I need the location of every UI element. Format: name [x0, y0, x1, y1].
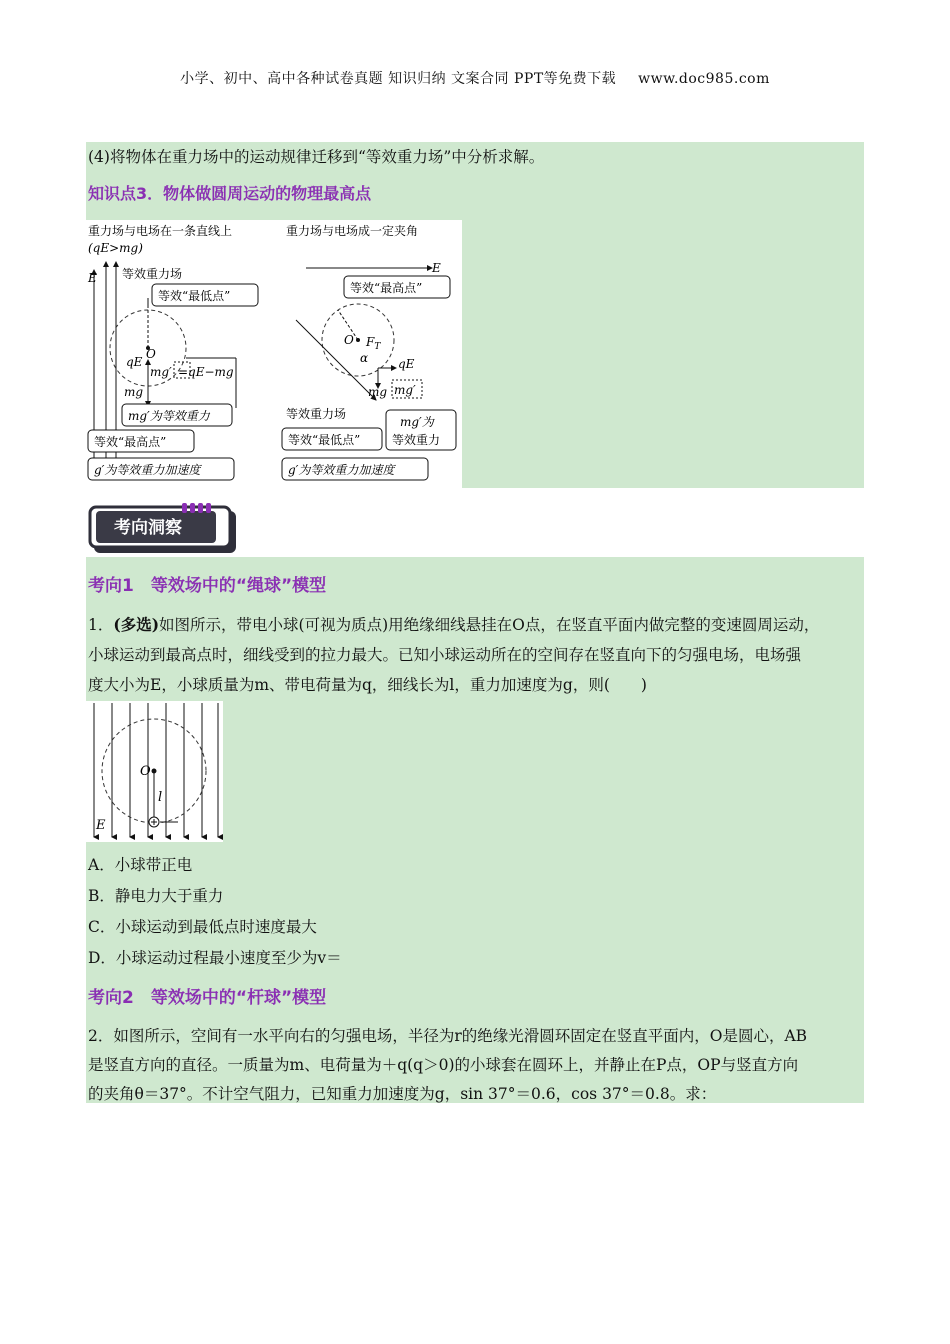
left-eq-label: =qE−mg [178, 365, 234, 379]
right-field-label: 等效重力场 [286, 407, 347, 421]
right-O-label: O [344, 333, 354, 347]
q1-number: 1． [88, 616, 114, 634]
q2-line-1: 2．如图所示，空间有一水平向右的匀强电场，半径为r的绝缘光滑圆环固定在竖直平面内，O是圆心，AB [88, 1027, 808, 1045]
right-mg-prime-text-2: 等效重力 [392, 433, 441, 447]
q1-line-1 [88, 613, 819, 635]
left-highest-text: 等效“最高点” [94, 435, 167, 449]
right-alpha-label: α [360, 351, 369, 365]
q1-option-a: A．小球带正电 [88, 856, 193, 874]
intro-line: (4)将物体在重力场中的运动规律迁移到“等效重力场”中分析求解。 [88, 148, 545, 166]
left-g-prime-text: g′为等效重力加速度 [94, 463, 201, 477]
q1-option-b: B．静电力大于重力 [88, 887, 224, 905]
q2-line-2: 是竖直方向的直径。一质量为m、电荷量为＋q(q＞0)的小球套在圆环上，并静止在P点，OP与竖直方向 [88, 1056, 799, 1074]
left-title-1: 重力场与电场在一条直线上 [88, 224, 233, 238]
header-text: 小学、初中、高中各种试卷真题 知识归纳 文案合同 PPT等免费下载 [180, 71, 617, 87]
knowledge-point-title: 知识点3．物体做圆周运动的物理最高点 [88, 184, 372, 203]
q1-l-label: l [158, 790, 163, 805]
right-FT-sub: T [374, 342, 381, 352]
right-highest-text: 等效“最高点” [350, 281, 423, 295]
q1-line-3: 度大小为E，小球质量为m、带电荷量为q，细线长为l，重力加速度为g，则( ) [88, 676, 647, 694]
left-O-label: O [146, 347, 156, 361]
left-qE-label: qE [126, 355, 143, 369]
left-mg-label: mg [124, 385, 144, 399]
right-FT-label [365, 335, 381, 352]
q2-line-3: 的夹角θ＝37°。不计空气阻力，已知重力加速度为g，sin 37°＝0.6，cos 37°＝0.8。求： [88, 1085, 717, 1103]
q1-line-2: 小球运动到最高点时，细线受到的拉力最大。已知小球运动所在的空间存在竖直向下的匀强电场，电场强 [88, 646, 802, 664]
right-title: 重力场与电场成一定夹角 [286, 224, 419, 238]
left-lowest-text: 等效“最低点” [158, 289, 231, 303]
right-g-prime-text: g′为等效重力加速度 [288, 463, 395, 477]
right-qE-label: qE [398, 357, 415, 371]
page-header [0, 68, 950, 88]
q1-O-label: O [140, 764, 151, 779]
q1-option-c: C．小球运动到最低点时速度最大 [88, 918, 317, 936]
q1-E-label: E [96, 818, 106, 833]
q1-line-1-text: 如图所示，带电小球(可视为质点)用绝缘细线悬挂在O点，在竖直平面内做完整的变速圆周运动， [159, 616, 820, 634]
right-FT-main: F [366, 335, 375, 349]
right-mg-prime: mg′ [394, 383, 416, 397]
figure-rope-ball-svg [86, 701, 223, 842]
q1-tag: (多选) [113, 615, 160, 634]
figure-rope-ball [86, 701, 223, 842]
figure-equivalent-gravity-svg [86, 220, 462, 488]
badge-svg [86, 499, 240, 557]
left-E-label: E [88, 271, 97, 285]
direction-1-title: 考向1 等效场中的“绳球”模型 [88, 576, 327, 596]
right-mg-prime-text-1: mg′为 [400, 415, 434, 429]
badge-text: 考向洞察 [114, 518, 182, 538]
direction-2-title: 考向2 等效场中的“杆球”模型 [88, 988, 327, 1008]
section-badge [86, 499, 240, 557]
right-mg-label: mg [368, 385, 388, 399]
q1-option-d: D．小球运动过程最小速度至少为v＝ [88, 949, 342, 967]
left-mg-prime: mg′ [150, 365, 172, 379]
header-site[interactable]: www.doc985.com [638, 71, 770, 87]
figure-equivalent-gravity [86, 220, 462, 488]
left-field-label: 等效重力场 [122, 267, 183, 281]
right-center-dot [356, 338, 360, 342]
left-mg-prime-text: mg′为等效重力 [128, 409, 210, 423]
right-lowest-text: 等效“最低点” [288, 433, 361, 447]
left-title-2: (qE>mg) [88, 241, 143, 255]
right-E-label: E [432, 261, 441, 275]
